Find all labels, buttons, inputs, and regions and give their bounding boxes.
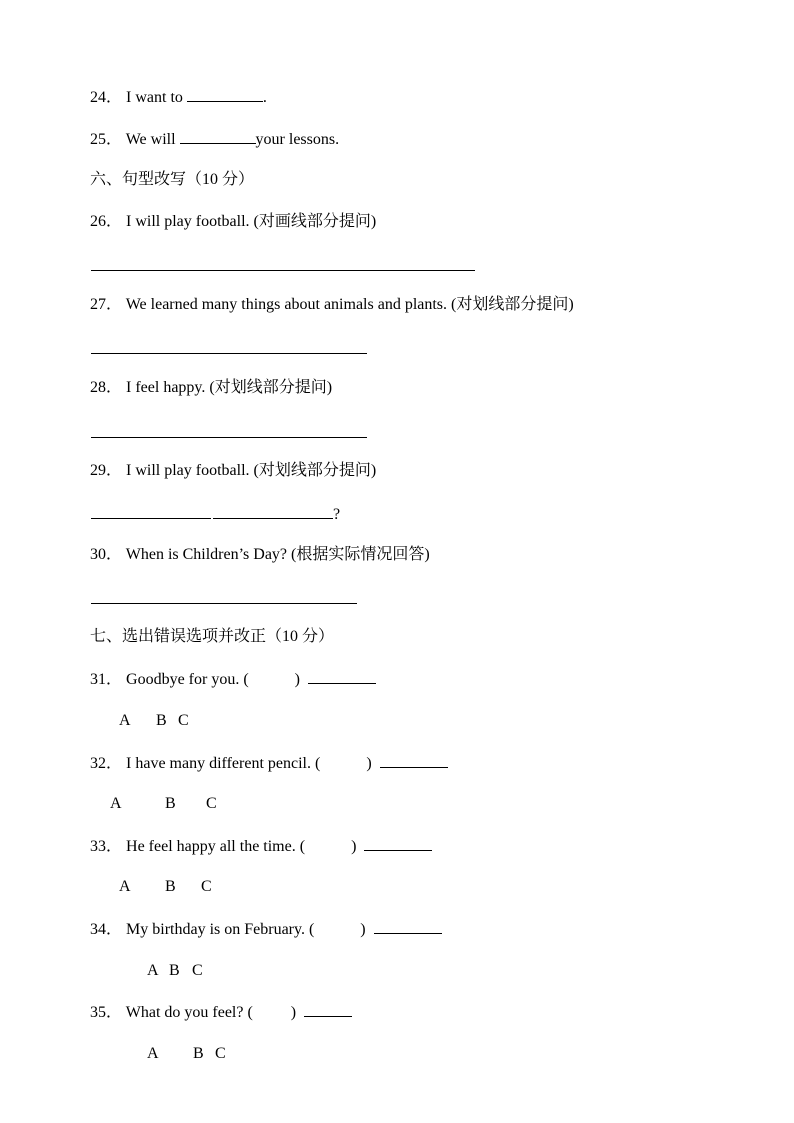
question-27 bbox=[90, 295, 574, 315]
question-text: He feel happy all the time. ( bbox=[126, 838, 306, 855]
question-text: I have many different pencil. ( bbox=[126, 755, 321, 772]
question-number: 27． bbox=[90, 296, 123, 313]
question-text: When is Children’s Day? (根据实际情况回答) bbox=[125, 546, 430, 563]
question-text: What do you feel? ( bbox=[125, 1004, 253, 1021]
option-c: C bbox=[178, 712, 189, 729]
question-number: 31． bbox=[90, 671, 123, 688]
question-number: 34． bbox=[90, 921, 123, 938]
question-text-after: your lessons. bbox=[255, 131, 340, 148]
option-c: C bbox=[201, 878, 212, 895]
question-text: My birthday is on February. ( bbox=[126, 921, 315, 938]
question-number: 30． bbox=[90, 546, 123, 563]
correction-blank[interactable] bbox=[304, 1002, 352, 1017]
question-text: I feel happy. (对划线部分提问) bbox=[126, 379, 333, 396]
option-a: A bbox=[147, 1045, 159, 1062]
option-b: B bbox=[165, 795, 176, 812]
question-text: I want to bbox=[126, 89, 183, 106]
question-31: 31． Goodbye for you. ( ) bbox=[90, 669, 376, 690]
answer-line-30[interactable] bbox=[91, 603, 357, 604]
question-25 bbox=[90, 129, 339, 150]
answer-line-28[interactable] bbox=[91, 437, 367, 438]
question-29 bbox=[90, 461, 376, 481]
option-a: A bbox=[119, 712, 131, 729]
question-32: 32． I have many different pencil. ( ) bbox=[90, 753, 448, 774]
question-end: ? bbox=[333, 506, 341, 523]
option-a: A bbox=[147, 962, 159, 979]
answer-blank[interactable] bbox=[213, 504, 333, 519]
question-28 bbox=[90, 378, 332, 398]
option-a: A bbox=[119, 878, 131, 895]
section-7-title: 七、选出错误选项并改正（10 分） bbox=[90, 628, 335, 645]
question-26 bbox=[90, 212, 376, 232]
correction-blank[interactable] bbox=[364, 836, 432, 851]
question-30 bbox=[90, 545, 430, 565]
correction-blank[interactable] bbox=[380, 753, 448, 768]
option-a: A bbox=[110, 795, 122, 812]
answer-blank[interactable] bbox=[180, 129, 256, 144]
section-6-title: 六、句型改写（10 分） bbox=[90, 171, 255, 188]
question-text: I will play football. (对画线部分提问) bbox=[126, 213, 377, 230]
question-text: We learned many things about animals and plants. (对划线部分提问) bbox=[125, 296, 574, 313]
question-24 bbox=[90, 87, 267, 108]
answer-line-27[interactable] bbox=[91, 353, 367, 354]
question-text: I will play football. (对划线部分提问) bbox=[126, 462, 377, 479]
answer-line-26[interactable] bbox=[91, 270, 475, 271]
question-number: 35． bbox=[90, 1004, 123, 1021]
question-number: 25． bbox=[90, 131, 123, 148]
option-c: C bbox=[192, 962, 203, 979]
option-b: B bbox=[165, 878, 176, 895]
option-b: B bbox=[193, 1045, 204, 1062]
answer-line-29 bbox=[91, 504, 340, 525]
question-number: 26． bbox=[90, 213, 123, 230]
question-34: 34． My birthday is on February. ( ) bbox=[90, 919, 442, 940]
option-c: C bbox=[215, 1045, 226, 1062]
answer-blank[interactable] bbox=[187, 87, 263, 102]
question-35: 35． What do you feel? ( ) bbox=[90, 1002, 352, 1023]
question-end: . bbox=[262, 89, 267, 106]
option-b: B bbox=[156, 712, 167, 729]
question-text: We will bbox=[125, 131, 176, 148]
question-number: 24． bbox=[90, 89, 123, 106]
correction-blank[interactable] bbox=[374, 919, 442, 934]
answer-blank[interactable] bbox=[91, 504, 211, 519]
question-number: 33． bbox=[90, 838, 123, 855]
question-number: 28． bbox=[90, 379, 123, 396]
question-number: 32． bbox=[90, 755, 123, 772]
option-c: C bbox=[206, 795, 217, 812]
correction-blank[interactable] bbox=[308, 669, 376, 684]
option-b: B bbox=[169, 962, 180, 979]
question-number: 29． bbox=[90, 462, 123, 479]
question-33: 33． He feel happy all the time. ( ) bbox=[90, 836, 432, 857]
question-text: Goodbye for you. ( bbox=[126, 671, 249, 688]
